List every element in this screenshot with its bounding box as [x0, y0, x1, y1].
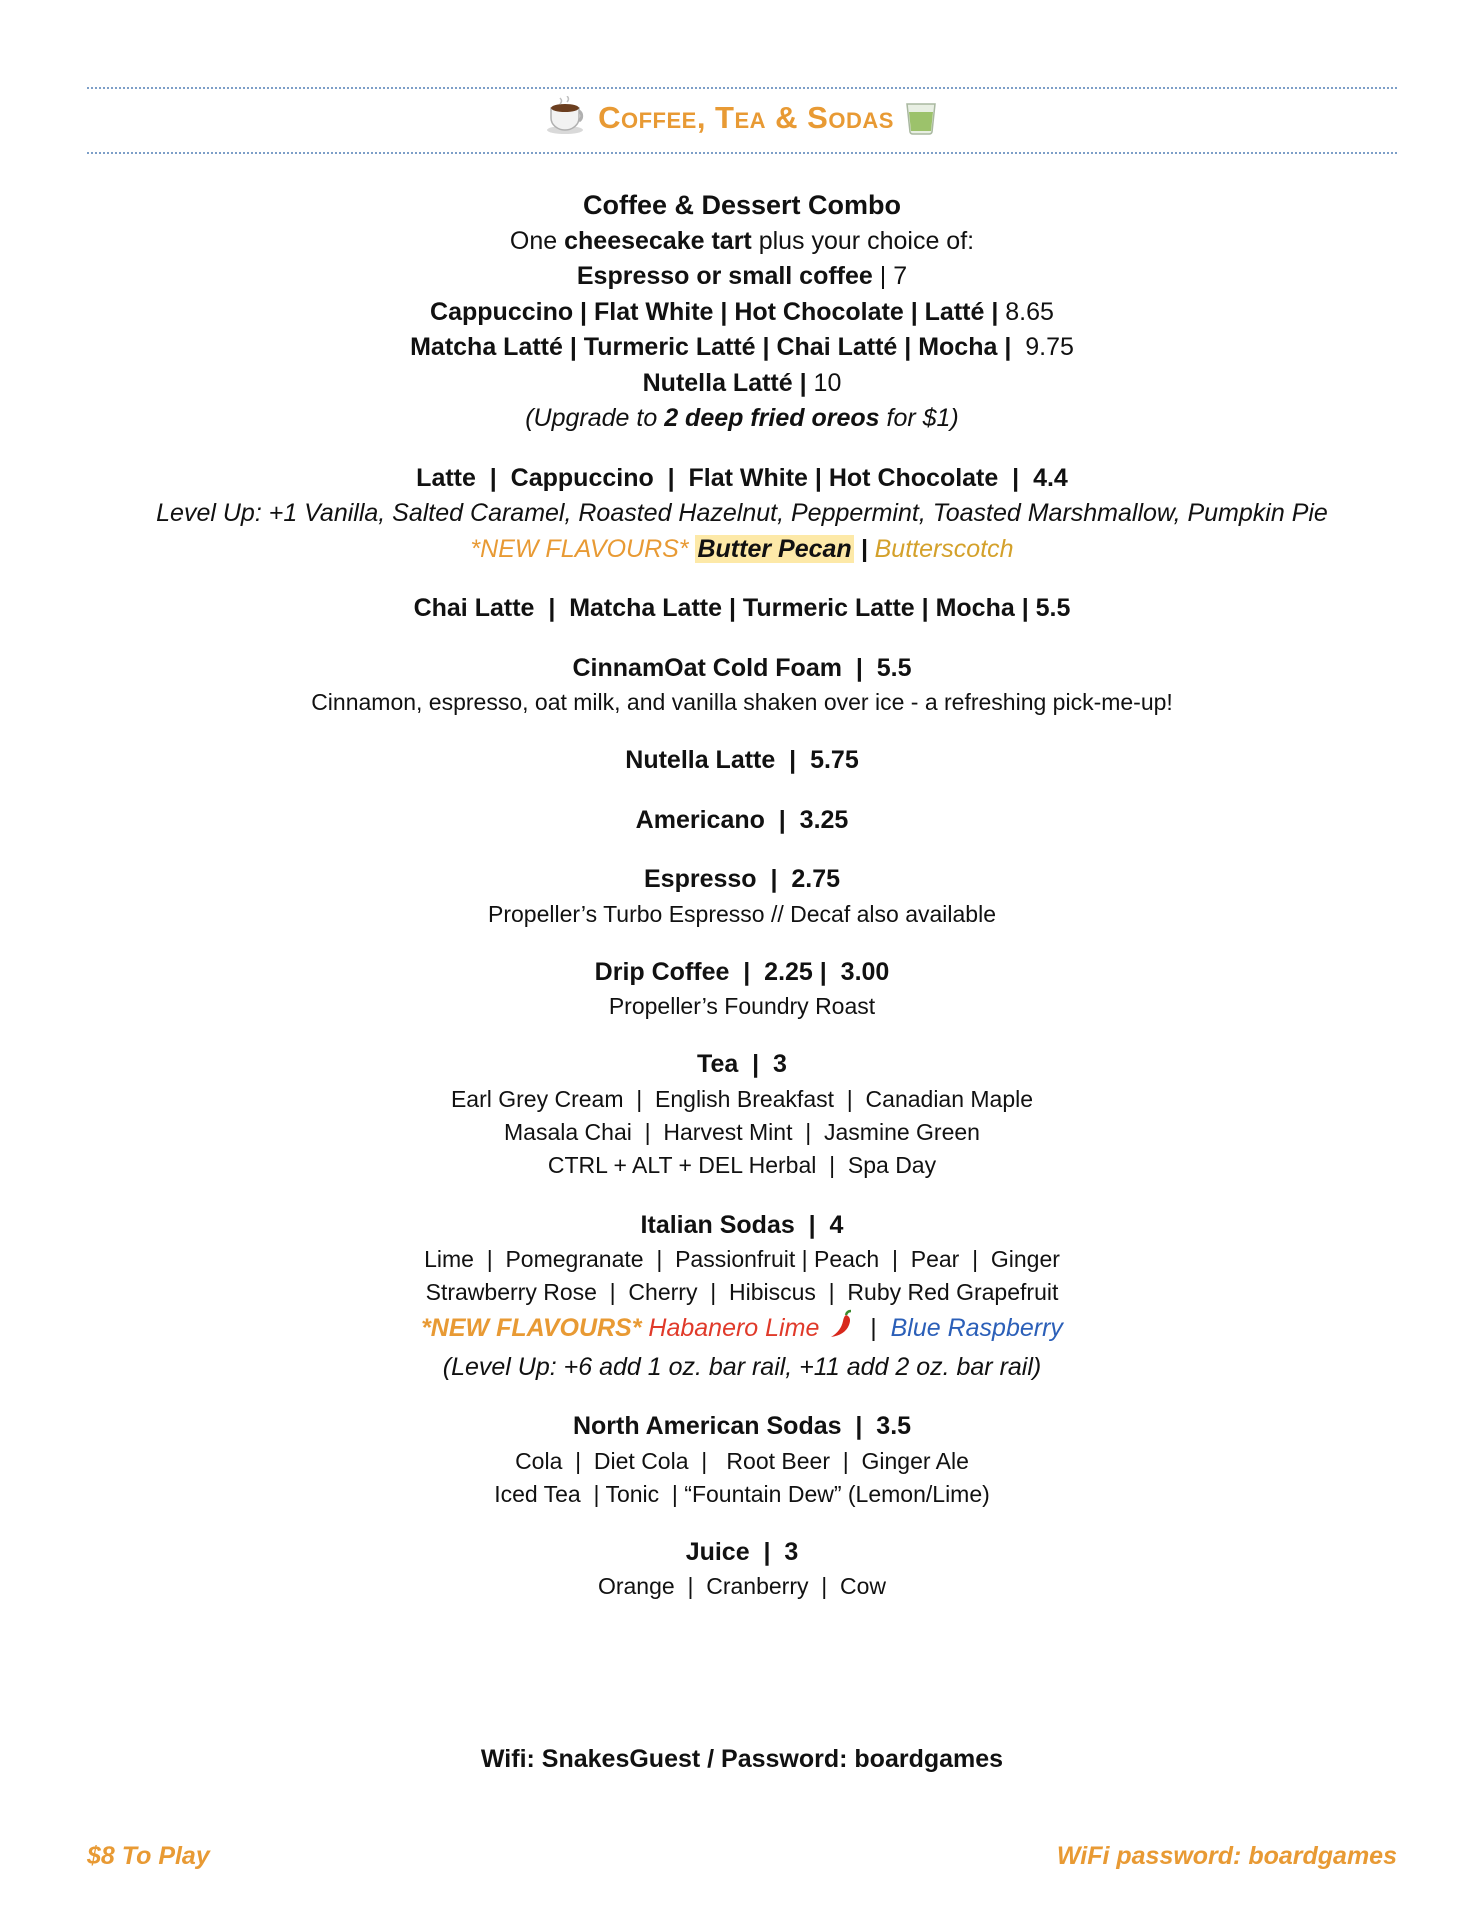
tea-line: Masala Chai | Harvest Mint | Jasmine Green	[504, 1118, 980, 1145]
combo-option-2: Cappuccino | Flat White | Hot Chocolate | Latté | 8.65	[430, 297, 1054, 326]
latte-levelup: Level Up: +1 Vanilla, Salted Caramel, Roasted Hazelnut, Peppermint, Toasted Marshmallow, Pumpkin Pie	[156, 499, 1328, 527]
tea-title: Tea | 3	[697, 1050, 787, 1078]
combo-option-1: Espresso or small coffee | 7	[576, 262, 908, 290]
drip-title: Drip Coffee | 2.25 | 3.00	[594, 957, 890, 986]
combo-tart: cheesecake tart	[564, 226, 752, 255]
nutella-title: Nutella Latte | 5.75	[625, 746, 859, 774]
tea-cup-icon	[903, 96, 939, 144]
footer-wifi-password: WiFi password: boardgames	[1056, 1842, 1397, 1870]
juice-line: Orange | Cranberry | Cow	[597, 1573, 887, 1599]
latte-title: Latte | Cappuccino | Flat White | Hot Chocolate | 4.4	[416, 463, 1068, 492]
section-title: Coffee, Tea & Sodas	[598, 100, 894, 136]
latte-new-flavours: *NEW FLAVOURS* Butter Pecan | Butterscotch	[470, 534, 1014, 563]
na-sodas-title: North American Sodas | 3.5	[572, 1412, 912, 1440]
chili-pepper-icon	[826, 1309, 856, 1350]
combo-option-3: Matcha Latté | Turmeric Latté | Chai Latté | Mocha | 9.75	[410, 333, 1074, 361]
flavour-butterscotch: Butterscotch	[874, 534, 1014, 563]
wifi-info: Wifi: SnakesGuest / Password: boardgames	[480, 1745, 1004, 1773]
menu-body	[0, 188, 1484, 1603]
drip-desc: Propeller’s Foundry Roast	[608, 993, 876, 1019]
footer-play-price: $8 To Play	[87, 1842, 210, 1870]
italian-levelup: (Level Up: +6 add 1 oz. bar rail, +11 add 2 oz. bar rail)	[442, 1352, 1042, 1381]
americano-title: Americano | 3.25	[635, 805, 849, 834]
combo-option-4: Nutella Latté | 10	[642, 368, 842, 397]
bottom-divider	[87, 152, 1397, 154]
flavour-blue-raspberry: Blue Raspberry	[890, 1313, 1063, 1342]
cinnamoat-desc: Cinnamon, espresso, oat milk, and vanilla shaken over ice - a refreshing pick-me-up!	[311, 689, 1173, 715]
espresso-title: Espresso | 2.75	[644, 865, 840, 893]
italian-new-flavours: *NEW FLAVOURS* Habanero Lime | Blue Raspberry	[0, 1309, 1484, 1350]
combo-title: Coffee & Dessert Combo	[582, 190, 902, 220]
italian-line: Strawberry Rose | Cherry | Hibiscus | Ruby Red Grapefruit	[425, 1279, 1059, 1305]
section-banner	[0, 96, 1484, 144]
combo-intro: One cheesecake tart plus your choice of:	[509, 226, 975, 255]
cinnamoat-title: CinnamOat Cold Foam | 5.5	[572, 653, 912, 682]
tea-line: Earl Grey Cream | English Breakfast | Canadian Maple	[450, 1085, 1034, 1112]
flavour-habanero-lime: Habanero Lime	[648, 1313, 820, 1342]
na-sodas-line: Iced Tea | Tonic | “Fountain Dew” (Lemon/Lime)	[494, 1480, 990, 1507]
top-divider	[87, 87, 1397, 89]
italian-line: Lime | Pomegranate | Passionfruit | Peach | Pear | Ginger	[424, 1246, 1060, 1272]
coffee-cup-icon	[545, 96, 589, 144]
italian-title: Italian Sodas | 4	[640, 1210, 844, 1239]
na-sodas-line: Cola | Diet Cola | Root Beer | Ginger Ale	[515, 1447, 969, 1474]
espresso-desc: Propeller’s Turbo Espresso // Decaf also available	[488, 900, 996, 927]
tea-line: CTRL + ALT + DEL Herbal | Spa Day	[547, 1151, 937, 1178]
combo-upgrade: (Upgrade to 2 deep fried oreos for $1)	[525, 404, 959, 432]
flavour-butter-pecan: Butter Pecan	[697, 534, 852, 563]
juice-title: Juice | 3	[685, 1537, 799, 1566]
chai-title: Chai Latte | Matcha Latte | Turmeric Latte | Mocha | 5.5	[413, 594, 1071, 622]
